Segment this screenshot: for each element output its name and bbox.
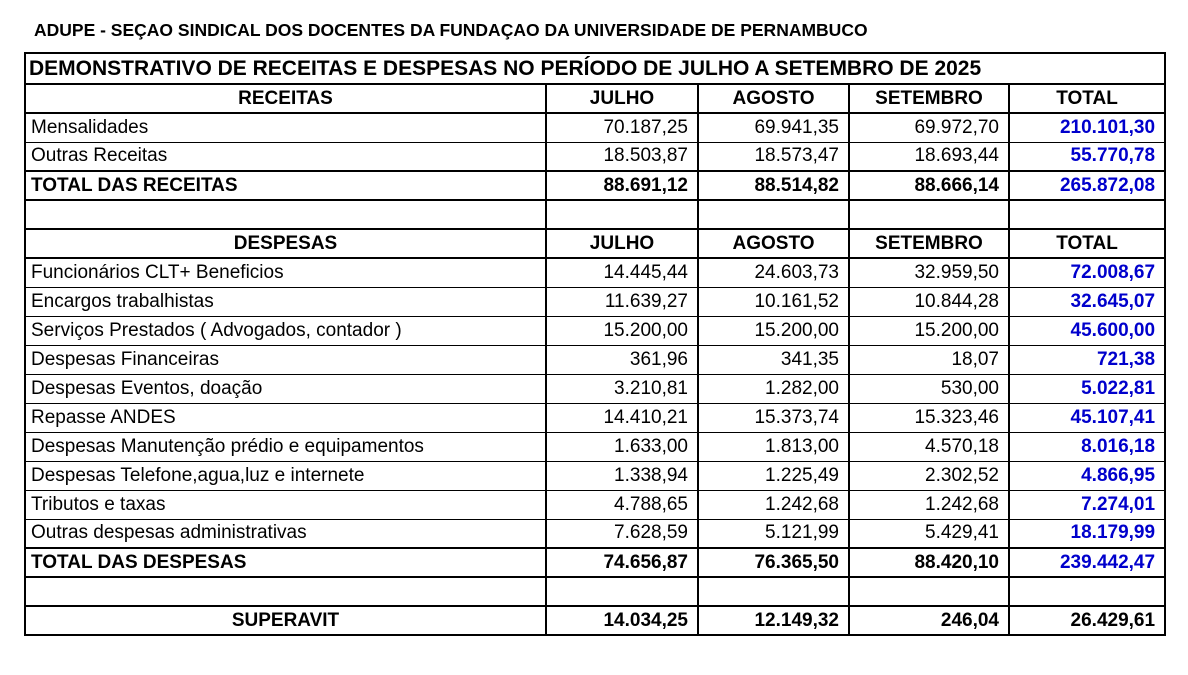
row-value-julho: 1.633,00 [546,432,698,461]
row-value-setembro: 2.302,52 [849,461,1009,490]
table-row [25,316,1165,345]
table-row [25,432,1165,461]
table-row [25,258,1165,287]
superavit-row [25,606,1165,635]
row-value-total: 5.022,81 [1009,374,1165,403]
row-value-setembro: 1.242,68 [849,490,1009,519]
row-value-julho: 14.410,21 [546,403,698,432]
table-row [25,374,1165,403]
row-label: Despesas Eventos, doação [25,374,546,403]
row-value-julho: 361,96 [546,345,698,374]
row-value-julho: 7.628,59 [546,519,698,548]
row-label: Despesas Manutenção prédio e equipamentos [25,432,546,461]
table-row [25,142,1165,171]
row-value-setembro: 4.570,18 [849,432,1009,461]
superavit-agosto: 12.149,32 [698,606,849,635]
spacer-row [25,200,1165,229]
row-value-total: 721,38 [1009,345,1165,374]
table-row [25,287,1165,316]
row-label: Tributos e taxas [25,490,546,519]
receitas-total-setembro: 88.666,14 [849,171,1009,200]
row-value-julho: 18.503,87 [546,142,698,171]
row-label: Funcionários CLT+ Beneficios [25,258,546,287]
table-row [25,345,1165,374]
row-value-total: 210.101,30 [1009,113,1165,142]
row-value-agosto: 341,35 [698,345,849,374]
table-row [25,461,1165,490]
financial-table [24,52,1166,636]
row-value-total: 45.107,41 [1009,403,1165,432]
row-value-agosto: 1.282,00 [698,374,849,403]
row-value-setembro: 15.323,46 [849,403,1009,432]
row-value-agosto: 24.603,73 [698,258,849,287]
row-value-setembro: 5.429,41 [849,519,1009,548]
table-title: DEMONSTRATIVO DE RECEITAS E DESPESAS NO PERÍODO DE JULHO A SETEMBRO DE 2025 [25,53,1165,84]
row-value-agosto: 10.161,52 [698,287,849,316]
row-value-agosto: 69.941,35 [698,113,849,142]
receitas-header-row [25,84,1165,113]
spacer-row [25,577,1165,606]
table-title-row [25,53,1165,84]
table-row [25,490,1165,519]
row-label: Despesas Financeiras [25,345,546,374]
receitas-total-total: 265.872,08 [1009,171,1165,200]
receitas-col-agosto: AGOSTO [698,84,849,113]
row-value-total: 32.645,07 [1009,287,1165,316]
table-row [25,113,1165,142]
superavit-julho: 14.034,25 [546,606,698,635]
superavit-total: 26.429,61 [1009,606,1165,635]
receitas-total-label: TOTAL DAS RECEITAS [25,171,546,200]
receitas-total-julho: 88.691,12 [546,171,698,200]
row-value-julho: 1.338,94 [546,461,698,490]
superavit-label: SUPERAVIT [25,606,546,635]
row-value-total: 4.866,95 [1009,461,1165,490]
despesas-total-label: TOTAL DAS DESPESAS [25,548,546,577]
row-value-julho: 3.210,81 [546,374,698,403]
row-value-setembro: 32.959,50 [849,258,1009,287]
row-label: Repasse ANDES [25,403,546,432]
despesas-total-total: 239.442,47 [1009,548,1165,577]
row-value-agosto: 5.121,99 [698,519,849,548]
row-value-setembro: 530,00 [849,374,1009,403]
despesas-total-julho: 74.656,87 [546,548,698,577]
receitas-col-setembro: SETEMBRO [849,84,1009,113]
row-label: Encargos trabalhistas [25,287,546,316]
page-title: ADUPE - SEÇAO SINDICAL DOS DOCENTES DA FUNDAÇAO DA UNIVERSIDADE DE PERNAMBUCO [34,20,868,40]
table-row [25,403,1165,432]
row-label: Serviços Prestados ( Advogados, contador ) [25,316,546,345]
row-value-total: 55.770,78 [1009,142,1165,171]
despesas-col-setembro: SETEMBRO [849,229,1009,258]
row-value-setembro: 15.200,00 [849,316,1009,345]
row-value-agosto: 1.242,68 [698,490,849,519]
row-value-julho: 14.445,44 [546,258,698,287]
row-label: Despesas Telefone,agua,luz e internete [25,461,546,490]
row-value-setembro: 18.693,44 [849,142,1009,171]
row-value-total: 7.274,01 [1009,490,1165,519]
receitas-col-julho: JULHO [546,84,698,113]
row-value-julho: 11.639,27 [546,287,698,316]
despesas-total-agosto: 76.365,50 [698,548,849,577]
row-value-setembro: 10.844,28 [849,287,1009,316]
row-value-agosto: 1.225,49 [698,461,849,490]
despesas-total-setembro: 88.420,10 [849,548,1009,577]
despesas-col-total: TOTAL [1009,229,1165,258]
receitas-section-header: RECEITAS [25,84,546,113]
superavit-setembro: 246,04 [849,606,1009,635]
row-value-julho: 70.187,25 [546,113,698,142]
receitas-total-row [25,171,1165,200]
receitas-col-total: TOTAL [1009,84,1165,113]
row-value-total: 72.008,67 [1009,258,1165,287]
row-value-setembro: 18,07 [849,345,1009,374]
row-label: Outras despesas administrativas [25,519,546,548]
row-value-julho: 4.788,65 [546,490,698,519]
row-label: Mensalidades [25,113,546,142]
despesas-col-agosto: AGOSTO [698,229,849,258]
row-label: Outras Receitas [25,142,546,171]
despesas-section-header: DESPESAS [25,229,546,258]
despesas-col-julho: JULHO [546,229,698,258]
row-value-agosto: 15.200,00 [698,316,849,345]
row-value-agosto: 1.813,00 [698,432,849,461]
row-value-agosto: 18.573,47 [698,142,849,171]
receitas-total-agosto: 88.514,82 [698,171,849,200]
table-row [25,519,1165,548]
row-value-julho: 15.200,00 [546,316,698,345]
row-value-agosto: 15.373,74 [698,403,849,432]
despesas-total-row [25,548,1165,577]
despesas-header-row [25,229,1165,258]
row-value-total: 18.179,99 [1009,519,1165,548]
row-value-total: 45.600,00 [1009,316,1165,345]
row-value-total: 8.016,18 [1009,432,1165,461]
row-value-setembro: 69.972,70 [849,113,1009,142]
